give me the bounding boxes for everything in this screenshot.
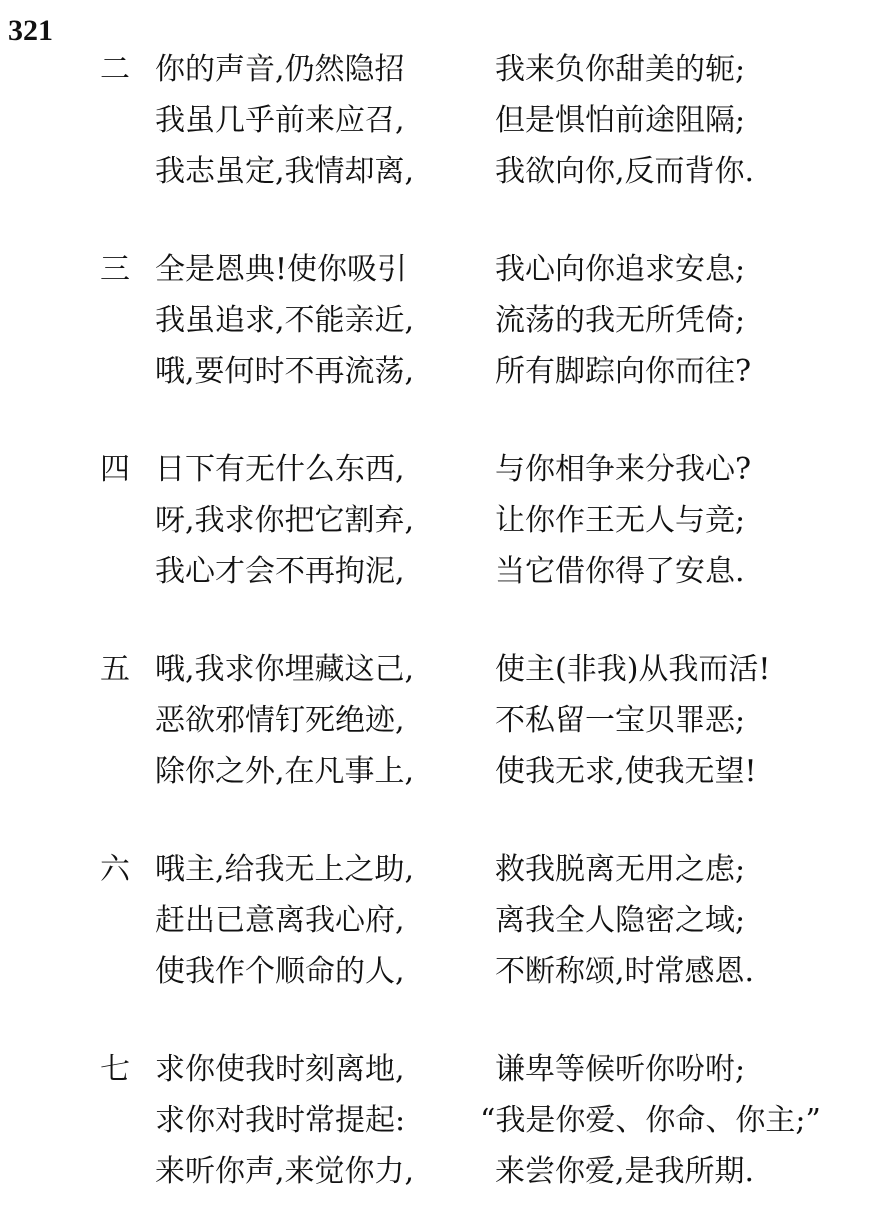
stanza-line-left: 赶出已意离我心府, xyxy=(155,903,405,938)
stanza-4 xyxy=(0,445,885,605)
stanza-line-right: 流荡的我无所凭倚; xyxy=(495,303,746,338)
stanza-number: 二 xyxy=(100,52,130,87)
stanza-line-left: 我志虽定,我情却离, xyxy=(155,154,415,189)
stanza-line-right: 不断称颂,时常感恩. xyxy=(495,954,755,989)
page-number: 321 xyxy=(8,14,53,47)
stanza-line-right: 当它借你得了安息. xyxy=(495,554,745,589)
stanza-line-left: 恶欲邪情钉死绝迹, xyxy=(155,703,405,738)
stanza-line-left: 哦主,给我无上之助, xyxy=(155,852,415,887)
stanza-5 xyxy=(0,645,885,805)
stanza-line-right: 不私留一宝贝罪恶; xyxy=(495,703,746,738)
stanza-line-left: 求你对我时常提起: xyxy=(155,1103,406,1138)
stanza-7 xyxy=(0,1045,885,1205)
stanza-line-left: 哦,我求你埋藏这己, xyxy=(155,652,415,687)
stanza-line-right: 我欲向你,反而背你. xyxy=(495,154,755,189)
stanza-line-right: “我是你爱、你命、你主;” xyxy=(480,1103,821,1138)
stanza-line-right: 我心向你追求安息; xyxy=(495,252,746,287)
stanza-line-right: 救我脱离无用之虑; xyxy=(495,852,746,887)
stanza-number: 七 xyxy=(100,1052,130,1087)
stanza-line-right: 使我无求,使我无望! xyxy=(495,754,757,789)
stanza-line-left: 全是恩典!使你吸引 xyxy=(155,252,408,287)
stanza-line-left: 求你使我时刻离地, xyxy=(155,1052,405,1087)
stanza-line-right: 使主(非我)从我而活! xyxy=(495,652,771,687)
stanza-number: 四 xyxy=(100,452,130,487)
stanza-line-right: 谦卑等候听你吩咐; xyxy=(495,1052,746,1087)
stanza-line-right: 让你作王无人与竞; xyxy=(495,503,746,538)
stanza-3 xyxy=(0,245,885,405)
stanza-line-left: 我心才会不再拘泥, xyxy=(155,554,405,589)
stanza-number: 六 xyxy=(100,852,130,887)
stanza-line-right: 来尝你爱,是我所期. xyxy=(495,1154,755,1189)
stanza-line-right: 所有脚踪向你而往? xyxy=(495,354,752,389)
stanza-line-left: 来听你声,来觉你力, xyxy=(155,1154,415,1189)
stanza-line-left: 我虽几乎前来应召, xyxy=(155,103,405,138)
stanza-line-left: 日下有无什么东西, xyxy=(155,452,405,487)
stanza-number: 五 xyxy=(100,652,130,687)
stanza-6 xyxy=(0,845,885,1005)
stanza-line-left: 我虽追求,不能亲近, xyxy=(155,303,415,338)
stanza-line-right: 离我全人隐密之域; xyxy=(495,903,746,938)
stanza-line-left: 哦,要何时不再流荡, xyxy=(155,354,415,389)
stanza-line-left: 除你之外,在凡事上, xyxy=(155,754,415,789)
stanza-number: 三 xyxy=(100,252,130,287)
stanza-line-right: 但是惧怕前途阻隔; xyxy=(495,103,746,138)
stanza-line-left: 使我作个顺命的人, xyxy=(155,954,405,989)
stanza-line-left: 你的声音,仍然隐招 xyxy=(155,52,405,87)
stanza-line-right: 我来负你甜美的轭; xyxy=(495,52,746,87)
stanza-2 xyxy=(0,45,885,205)
stanza-line-right: 与你相争来分我心? xyxy=(495,452,752,487)
stanza-line-left: 呀,我求你把它割弃, xyxy=(155,503,415,538)
